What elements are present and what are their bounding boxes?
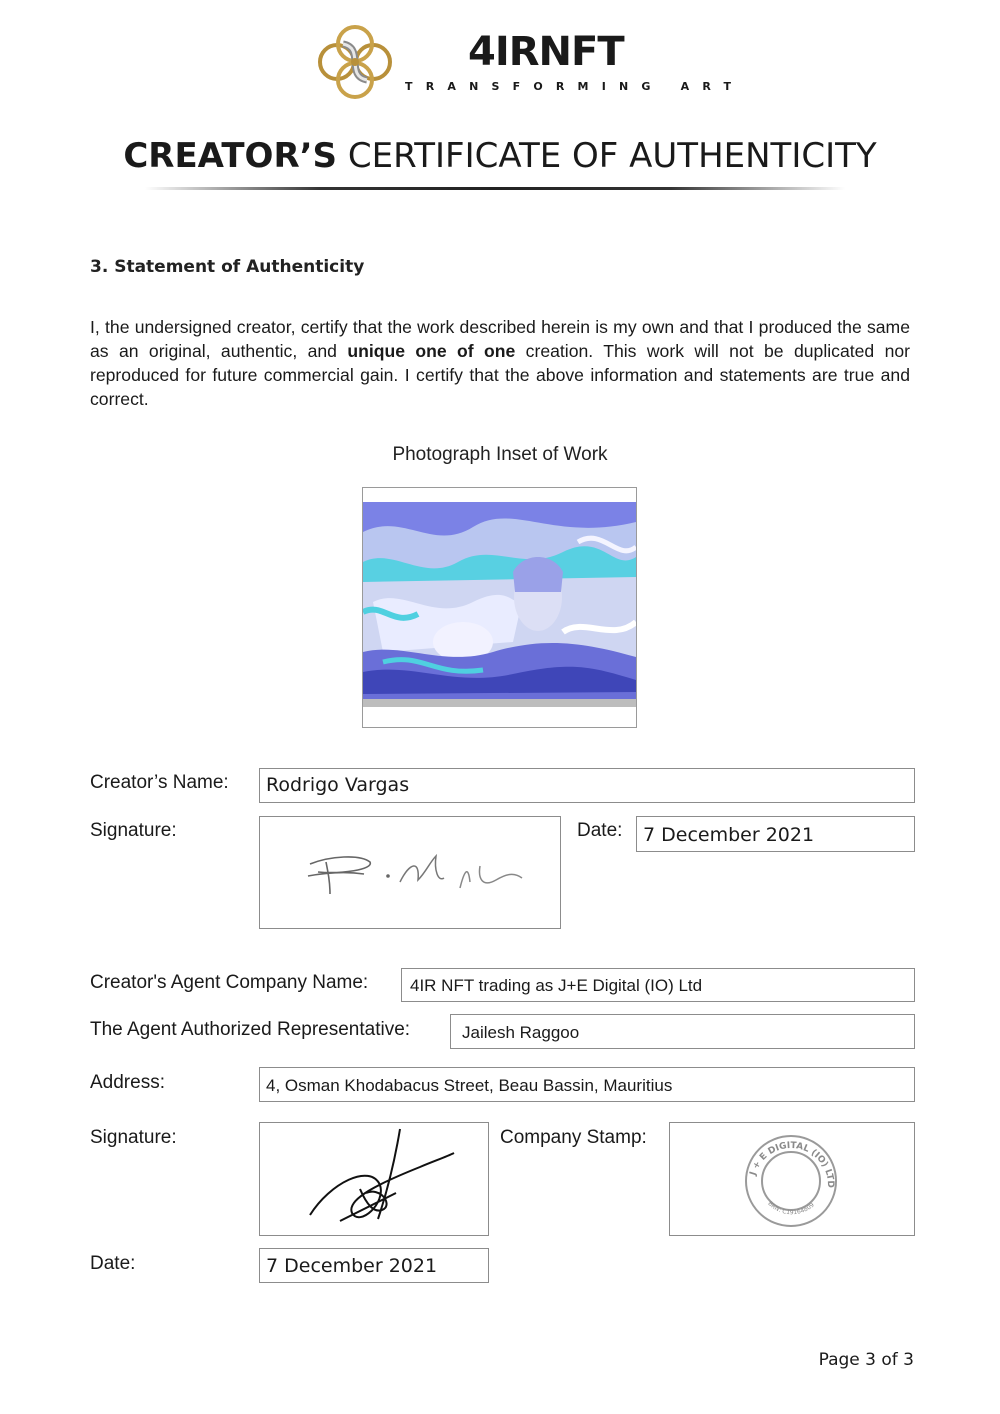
brand-name: 4IRNFT xyxy=(468,29,624,75)
statement-text-1: I, the undersigned creator, certify that the work described herein is my own and that I produced the same as an original, authentic, and xyxy=(90,317,910,361)
title-divider xyxy=(145,187,845,190)
statement-text-2: creation. This work will not be duplicated nor reproduced for future commercial gain. I certify that the above information and statements are true and correct. xyxy=(90,341,910,409)
company-stamp-label: Company Stamp: xyxy=(500,1127,647,1148)
creator-name-field xyxy=(259,768,915,803)
company-stamp-box xyxy=(669,1122,915,1236)
agent-address-field xyxy=(259,1067,915,1102)
agent-date-label: Date: xyxy=(90,1253,136,1274)
agent-company-value: 4IR NFT trading as J+E Digital (IO) Ltd xyxy=(410,976,703,995)
brand-logo-icon xyxy=(315,22,395,102)
section-heading: 3. Statement of Authenticity xyxy=(90,257,365,277)
creator-signature-image xyxy=(300,842,530,902)
agent-address-value: 4, Osman Khodabacus Street, Beau Bassin, Mauritius xyxy=(266,1076,673,1095)
agent-signature-label: Signature: xyxy=(90,1127,177,1148)
stamp-name-text: J + E DIGITAL (IO) LTD xyxy=(748,1140,836,1188)
agent-date-value: 7 December 2021 xyxy=(266,1255,438,1277)
svg-text:BRN: C19164809 xyxy=(766,1200,815,1216)
agent-signature-image xyxy=(300,1123,460,1235)
creator-signature-box xyxy=(259,816,561,929)
page-title-rest: CERTIFICATE OF AUTHENTICITY xyxy=(347,136,877,176)
creator-name-value: Rodrigo Vargas xyxy=(266,774,410,796)
agent-rep-field xyxy=(450,1014,915,1049)
page-title-strong: CREATOR’S xyxy=(123,136,338,176)
statement-paragraph xyxy=(90,315,910,411)
agent-rep-label: The Agent Authorized Representative: xyxy=(90,1019,411,1040)
agent-address-label: Address: xyxy=(90,1072,165,1093)
company-stamp-image xyxy=(742,1133,840,1229)
stamp-brn-text: BRN: C19164809 xyxy=(766,1200,816,1217)
agent-signature-box xyxy=(259,1122,489,1236)
creator-date-label: Date: xyxy=(577,820,623,841)
artwork-photo xyxy=(362,487,637,728)
statement-text-bold: unique one of one xyxy=(347,341,516,361)
creator-date-value: 7 December 2021 xyxy=(643,824,815,846)
brand-tagline: TRANSFORMING ART xyxy=(405,80,745,93)
agent-date-field xyxy=(259,1248,489,1283)
agent-company-label: Creator's Agent Company Name: xyxy=(90,972,369,993)
creator-signature-label: Signature: xyxy=(90,820,177,841)
page-number: Page 3 of 3 xyxy=(818,1350,914,1370)
photo-caption: Photograph Inset of Work xyxy=(392,444,608,465)
agent-rep-value: Jailesh Raggoo xyxy=(462,1023,580,1042)
page-title xyxy=(0,136,1000,176)
agent-company-field xyxy=(401,968,915,1002)
creator-name-label: Creator’s Name: xyxy=(90,772,229,793)
creator-date-field xyxy=(636,816,915,852)
